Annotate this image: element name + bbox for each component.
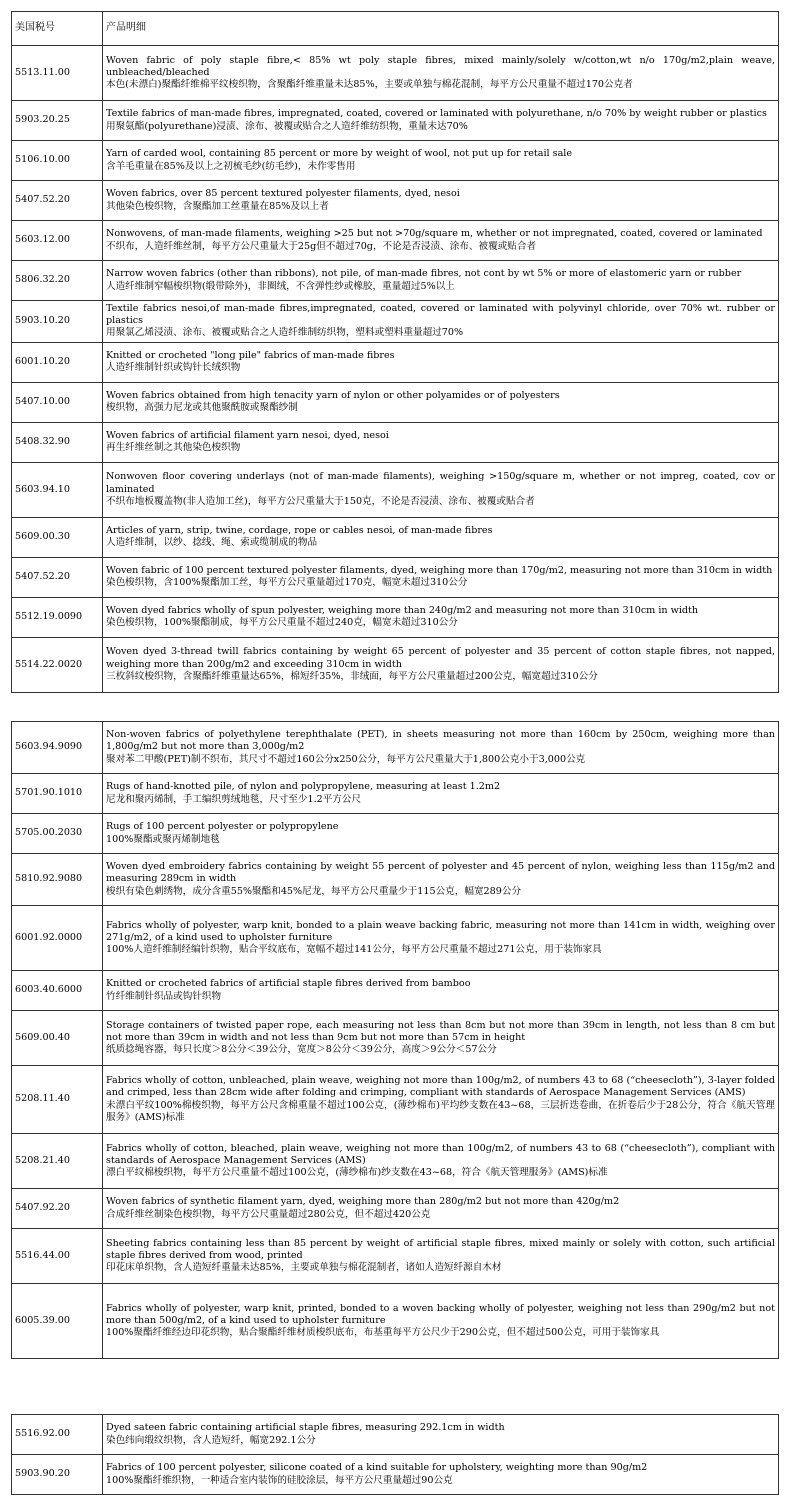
tariff-row xyxy=(12,301,779,343)
description-english: Yarn of carded wool, containing 85 percent or more by weight of wool, not put up for retail sale xyxy=(106,148,573,160)
tariff-row xyxy=(12,557,779,597)
description-english: Woven fabric of 100 percent textured polyester filaments, dyed, weighing more than 170g/m2, measuring not more than 310cm in width xyxy=(106,564,773,576)
description-chinese: 梭织物，高强力尼龙或其他聚酰胺或聚酯纱制 xyxy=(106,402,298,414)
description-english: Nonwovens, of man-made filaments, weighing >25 but not >70g/square m, whether or not impregnated, coated, covered or laminated xyxy=(106,228,763,240)
description-chinese: 本色(未漂白)聚酯纤维棉平纹梭织物，含聚酯纤维重量未达85%，主要或单独与棉花混制，每平方公尺重量不超过170公克者 xyxy=(106,79,633,91)
tariff-row xyxy=(12,1011,779,1066)
tariff-code: 5208.21.40 xyxy=(12,1134,103,1189)
tariff-code: 5514.22.0020 xyxy=(12,637,103,692)
description-english: Textile fabrics nesoi,of man-made fibres,impregnated, coated, covered or laminated with polyvinyl chloride, over 70% wt. rubber or plastics xyxy=(106,303,775,327)
description-chinese: 人造纤维制，以纱、捻线、绳、索或缆制成的物品 xyxy=(106,537,318,549)
description-english: Non-woven fabrics of polyethylene terephthalate (PET), in sheets measuring not more than 160cm by 250cm, weighing more than 1,800g/m2 but not more than 3,000g/m2 xyxy=(106,729,775,753)
tariff-row xyxy=(12,906,779,971)
description-english: Sheeting fabrics containing less than 85 percent by weight of artificial staple fibres, mixed mainly or solely with cotton, such artificial staple fibres derived from wood, printed xyxy=(106,1237,775,1261)
product-description xyxy=(103,1011,779,1066)
tariff-table-part-2 xyxy=(11,721,779,1359)
product-description xyxy=(103,101,779,141)
description-chinese: 含羊毛重量在85%及以上之初梳毛纱(纺毛纱)，未作零售用 xyxy=(106,160,356,172)
description-english: Dyed sateen fabric containing artificial staple fibres, measuring 292.1cm in width xyxy=(106,1422,505,1434)
description-english: Woven fabrics, over 85 percent textured polyester filaments, dyed, nesoi xyxy=(106,188,460,200)
description-chinese: 三枚斜纹梭织物，含聚酯纤维重量达65%，棉短纤35%，非绒面，每平方公尺重量超过200公克，幅宽超过310公分 xyxy=(106,670,598,682)
tariff-row xyxy=(12,1284,779,1359)
description-chinese: 100%聚酯纤维经边印花织物，贴合聚酯纤维材质梭织底布，布基重每平方公尺少于290公克，但不超过500公克，可用于装饰家具 xyxy=(106,1327,660,1339)
tariff-code: 5513.11.00 xyxy=(12,46,103,101)
description-english: Storage containers of twisted paper rope, each measuring not less than 8cm but not more than 39cm in length, not less than 8 cm but not more than 39cm in width and not less than 9cm but not more than 57cm in height xyxy=(106,1019,775,1043)
tariff-code: 5408.32.90 xyxy=(12,422,103,462)
header-description: 产品明细 xyxy=(103,12,779,46)
description-english: Woven fabrics obtained from high tenacity yarn of nylon or other polyamides or of polyesters xyxy=(106,389,560,401)
product-description xyxy=(103,261,779,301)
description-english: Woven fabrics of artificial filament yarn nesoi, dyed, nesoi xyxy=(106,429,389,441)
tariff-row xyxy=(12,101,779,141)
tariff-row xyxy=(12,774,779,814)
product-description xyxy=(103,1229,779,1284)
tariff-row xyxy=(12,221,779,261)
tariff-row xyxy=(12,854,779,906)
tariff-code: 5603.12.00 xyxy=(12,221,103,261)
description-chinese: 染色纬向缎纹织物，含人造短纤，幅宽292.1公分 xyxy=(106,1434,316,1446)
tariff-row xyxy=(12,517,779,557)
product-description xyxy=(103,301,779,343)
product-description xyxy=(103,382,779,422)
product-description xyxy=(103,1134,779,1189)
tariff-code: 6005.39.00 xyxy=(12,1284,103,1359)
description-english: Fabrics wholly of polyester, warp knit, bonded to a plain weave backing fabric, measuring not more than 141cm in width, weighing over 271g/m2, of a kind used to upholster furniture xyxy=(106,919,775,943)
product-description xyxy=(103,1066,779,1134)
tariff-row xyxy=(12,462,779,517)
tariff-code: 5106.10.00 xyxy=(12,141,103,181)
description-chinese: 100%聚酯或聚丙烯制地毯 xyxy=(106,833,220,845)
description-chinese: 人造纤维制窄幅梭织物(缎带除外)，非圈绒，不含弹性纱或橡胶，重量超过5%以上 xyxy=(106,280,455,292)
tariff-code: 5705.00.2030 xyxy=(12,814,103,854)
description-chinese: 其他染色梭织物，含聚酯加工丝重量在85%及以上者 xyxy=(106,200,329,212)
tariff-row xyxy=(12,46,779,101)
description-english: Woven fabric of poly staple fibre,< 85% wt poly staple fibres, mixed mainly/solely w/cotton,wt n/o 170g/m2,plain weave, unbleached/bleached xyxy=(106,54,775,78)
tariff-code: 5903.20.25 xyxy=(12,101,103,141)
tariff-code: 5407.10.00 xyxy=(12,382,103,422)
tariff-row xyxy=(12,637,779,692)
description-english: Fabrics of 100 percent polyester, silicone coated of a kind suitable for upholstery, weighting more than 90g/m2 xyxy=(106,1462,648,1474)
description-chinese: 未漂白平纹100%棉梭织物，每平方公尺含棉重量不超过100公克，(薄纱棉布)平均纱支数在43~68，三层折迭卷曲，在折卷后少于28公分，符合《航天管理服务》(AMS)标准 xyxy=(106,1099,775,1123)
tariff-code: 5903.10.20 xyxy=(12,301,103,343)
description-english: Nonwoven floor covering underlays (not of man-made filaments), weighing >150g/square m, whether or not impreg, coated, cov or laminated xyxy=(106,471,775,495)
description-english: Fabrics wholly of cotton, bleached, plain weave, weighing not more than 100g/m2, of numbers 43 to 68 (“cheesecloth”), compliant with standards of Aerospace Management Services (AMS) xyxy=(106,1142,775,1166)
description-chinese: 染色梭织物，100%聚酯制成，每平方公尺重量不超过240克，幅宽未超过310公分 xyxy=(106,617,458,629)
tariff-row xyxy=(12,1066,779,1134)
tariff-code: 5407.92.20 xyxy=(12,1189,103,1229)
product-description xyxy=(103,517,779,557)
tariff-row xyxy=(12,814,779,854)
description-english: Fabrics wholly of polyester, warp knit, printed, bonded to a woven backing wholly of polyester, weighing not less than 290g/m2 but not more than 500g/m2, of a kind used to upholster furniture xyxy=(106,1302,775,1326)
tariff-row xyxy=(12,422,779,462)
product-description xyxy=(103,971,779,1011)
product-description xyxy=(103,1284,779,1359)
description-english: Rugs of 100 percent polyester or polypropylene xyxy=(106,821,339,833)
product-description xyxy=(103,1189,779,1229)
table-header-row xyxy=(12,12,779,46)
description-chinese: 不织布，人造纤维丝制，每平方公尺重量大于25g但不超过70g，不论是否浸渍、涂布、被覆或贴合者 xyxy=(106,240,537,252)
description-chinese: 梭织有染色刺绣物，成分含重55%聚酯和45%尼龙，每平方公尺重量少于115公克，幅宽289公分 xyxy=(106,885,522,897)
description-chinese: 合成纤维丝制染色梭织物，每平方公尺重量超过280公克，但不超过420公克 xyxy=(106,1208,431,1220)
product-description xyxy=(103,181,779,221)
description-english: Narrow woven fabrics (other than ribbons), not pile, of man-made fibres, not cont by wt 5% or more of elastomeric yarn or rubber xyxy=(106,268,742,280)
tariff-row xyxy=(12,1189,779,1229)
product-description xyxy=(103,854,779,906)
header-code: 美国税号 xyxy=(12,12,103,46)
tariff-code: 5208.11.40 xyxy=(12,1066,103,1134)
tariff-row xyxy=(12,722,779,774)
product-description xyxy=(103,597,779,637)
tariff-table-part-1 xyxy=(11,11,779,693)
description-english: Woven dyed 3-thread twill fabrics containing by weight 65 percent of polyester and 35 percent of cotton staple fibres, not napped, weighing more than 200g/m2 and exceeding 310cm in width xyxy=(106,646,775,670)
tariff-row xyxy=(12,382,779,422)
product-description xyxy=(103,557,779,597)
tariff-row xyxy=(12,342,779,382)
tariff-row xyxy=(12,597,779,637)
product-description xyxy=(103,342,779,382)
product-description xyxy=(103,462,779,517)
tariff-code: 6003.40.6000 xyxy=(12,971,103,1011)
tariff-code: 5603.94.10 xyxy=(12,462,103,517)
tariff-code: 5609.00.30 xyxy=(12,517,103,557)
product-description xyxy=(103,422,779,462)
tariff-code: 5407.52.20 xyxy=(12,181,103,221)
tariff-row xyxy=(12,1455,779,1495)
tariff-row xyxy=(12,1134,779,1189)
description-english: Textile fabrics of man-made fibres, impregnated, coated, covered or laminated with polyurethane, n/o 70% by weight rubber or plastics xyxy=(106,108,767,120)
tariff-table-part-3 xyxy=(11,1414,779,1495)
description-chinese: 尼龙和聚丙烯制，手工编织剪绒地毯，尺寸至少1.2平方公尺 xyxy=(106,793,362,805)
product-description xyxy=(103,1415,779,1455)
tariff-code: 5903.90.20 xyxy=(12,1455,103,1495)
tariff-row xyxy=(12,141,779,181)
tariff-code: 5806.32.20 xyxy=(12,261,103,301)
tariff-code: 5407.52.20 xyxy=(12,557,103,597)
description-english: Articles of yarn, strip, twine, cordage, rope or cables nesoi, of man-made fibres xyxy=(106,524,493,536)
description-english: Knitted or crocheted "long pile" fabrics of man-made fibres xyxy=(106,349,395,361)
description-chinese: 不织布地板覆盖物(非人造加工丝)，每平方公尺重量大于150克，不论是否浸渍、涂布、被覆或贴合者 xyxy=(106,495,535,507)
tariff-code: 5701.90.1010 xyxy=(12,774,103,814)
product-description xyxy=(103,637,779,692)
description-english: Fabrics wholly of cotton, unbleached, plain weave, weighing not more than 100g/m2, of numbers 43 to 68 (“cheesecloth”), 3-layer folded and crimped, less than 28cm wide after folding and crimping, compliant with standards of Aerospace Management Services (AMS) xyxy=(106,1075,775,1099)
description-chinese: 漂白平纹棉梭织物，每平方公尺重量不超过100公克，(薄纱棉布)纱支数在43~68，符合《航天管理服务》(AMS)标准 xyxy=(106,1167,608,1179)
description-chinese: 再生纤维丝制之其他染色梭织物 xyxy=(106,442,241,454)
tariff-code: 6001.92.0000 xyxy=(12,906,103,971)
description-english: Woven dyed embroidery fabrics containing by weight 55 percent of polyester and 45 percent of nylon, weighing less than 115g/m2 and measuring 289cm in width xyxy=(106,861,775,885)
description-chinese: 用聚氯乙烯浸渍、涂布、被覆或贴合之人造纤维制纺织物，塑料或塑料重量超过70% xyxy=(106,327,464,339)
description-english: Knitted or crocheted fabrics of artificial staple fibres derived from bamboo xyxy=(106,978,471,990)
product-description xyxy=(103,46,779,101)
tariff-code: 5609.00.40 xyxy=(12,1011,103,1066)
tariff-code: 5512.19.0090 xyxy=(12,597,103,637)
product-description xyxy=(103,1455,779,1495)
product-description xyxy=(103,221,779,261)
tariff-row xyxy=(12,971,779,1011)
description-chinese: 竹纤维制针织品或钩针织物 xyxy=(106,990,222,1002)
product-description xyxy=(103,141,779,181)
description-english: Woven dyed fabrics wholly of spun polyester, weighing more than 240g/m2 and measuring not more than 310cm in width xyxy=(106,604,699,616)
description-chinese: 用聚氨酯(polyurethane)浸渍、涂布、被覆或贴合之人造纤维纺织物，重量未达70% xyxy=(106,120,468,132)
description-english: Rugs of hand-knotted pile, of nylon and polypropylene, measuring at least 1.2m2 xyxy=(106,781,501,793)
product-description xyxy=(103,722,779,774)
tariff-row xyxy=(12,1415,779,1455)
description-chinese: 染色梭织物，含100%聚酯加工丝，每平方公尺重量超过170克，幅宽未超过310公分 xyxy=(106,577,468,589)
product-description xyxy=(103,906,779,971)
tariff-code: 5516.92.00 xyxy=(12,1415,103,1455)
description-chinese: 人造纤维制针织或钩针长绒织物 xyxy=(106,362,241,374)
tariff-row xyxy=(12,261,779,301)
tariff-row xyxy=(12,181,779,221)
tariff-code: 5603.94.9090 xyxy=(12,722,103,774)
description-chinese: 聚对苯二甲酸(PET)制不织布，其尺寸不超过160公分x250公分，每平方公尺重量大于1,800公克小于3,000公克 xyxy=(106,753,586,765)
description-chinese: 100%聚酯纤维织物，一种适合室内装饰的硅胶涂层，每平方公尺重量超过90公克 xyxy=(106,1474,453,1486)
description-chinese: 印花床单织物，含人造短纤重量未达85%，主要或单独与棉花混制者，诸如人造短纤源自木材 xyxy=(106,1262,502,1274)
description-chinese: 纸质捻绳容器，每只长度＞8公分＜39公分，宽度＞8公分＜39公分，高度＞9公分＜57公分 xyxy=(106,1044,497,1056)
description-chinese: 100%人造纤维制经编针织物，贴合平纹底布，宽幅不超过141公分，每平方公尺重量不超过271公克，用于装饰家具 xyxy=(106,944,602,956)
tariff-row xyxy=(12,1229,779,1284)
product-description xyxy=(103,774,779,814)
product-description xyxy=(103,814,779,854)
description-english: Woven fabrics of synthetic filament yarn, dyed, weighing more than 280g/m2 but not more than 420g/m2 xyxy=(106,1196,620,1208)
tariff-code: 5516.44.00 xyxy=(12,1229,103,1284)
tariff-code: 6001.10.20 xyxy=(12,342,103,382)
tariff-code: 5810.92.9080 xyxy=(12,854,103,906)
